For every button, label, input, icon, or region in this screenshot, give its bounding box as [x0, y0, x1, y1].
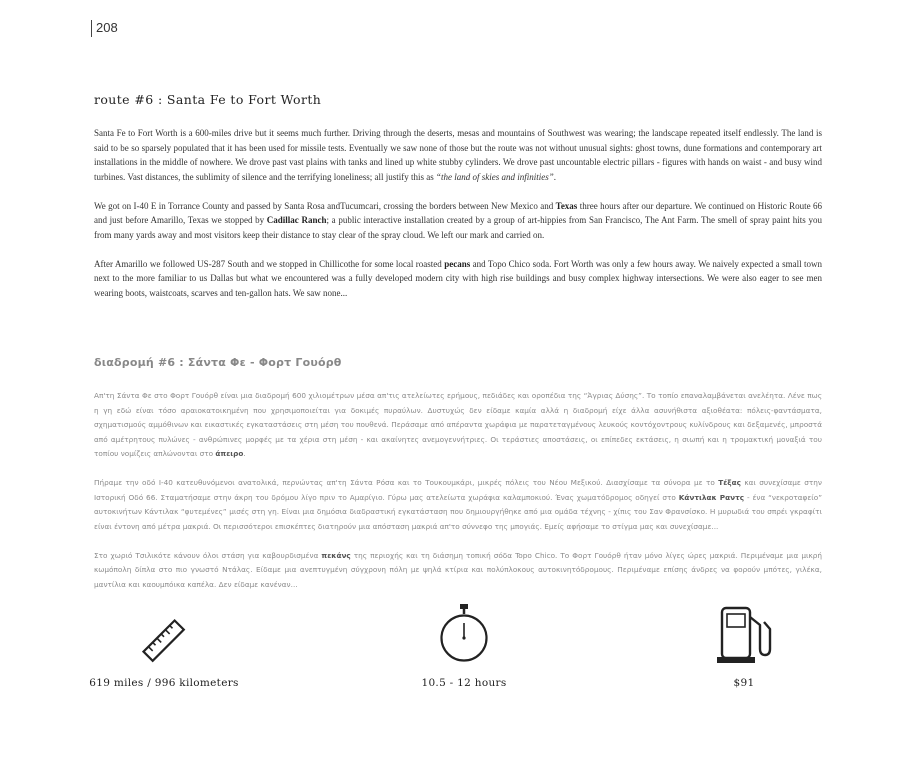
- bold-run: Texas: [555, 200, 578, 211]
- cost-label: $91: [733, 677, 755, 689]
- text-run: Στο χωριό Τσιλικότε κάνουν όλοι στάση για καβουρδισμένα: [94, 550, 322, 560]
- text-run: της περιοχής και τη διάσημη τοπική σόδα Topo Chico. Το Φορτ Γουόρθ ήταν μόνο λίγες ώρες μακριά. Περιμέναμε μια μικρή κωμόπολη δίπλα στο πιο γνωστό Ντάλας. Είδαμε μια ανεπτυγμένη σύγχρονη πόλη με ψηλά κτίρια και πολύπλοκους αυτοκινητόδρομους. Περιμέναμε επίσης άνδρες να φορούν μπότες, γιλέκα, μαντίλια και καουμπόικα καπέλα. Δεν είδαμε κανέναν...: [94, 550, 823, 589]
- greek-paragraph-2: [94, 476, 822, 534]
- quote-run: “the land of skies and infinities”: [436, 171, 554, 182]
- english-paragraph-2: [94, 199, 822, 243]
- route-title-greek: διαδρομή #6 : Σάντα Φε - Φορτ Γουόρθ: [94, 356, 342, 369]
- english-text: [94, 126, 822, 315]
- stopwatch-icon: [354, 603, 574, 665]
- english-paragraph-3: [94, 257, 822, 301]
- bold-run: πεκάνς: [321, 550, 351, 560]
- fuel-pump-icon: [634, 603, 854, 665]
- distance-label: 619 miles / 996 kilometers: [89, 677, 239, 689]
- text-run: and Topo Chico soda. Fort Worth was only a few hours away. We naively expected a small town next to the more familiar to us Dallas but what we encountered was a fully developed modern city with high rise buildings and busy complex highway intersections. We were also eager to see men wearing boots, waistcoats, scarves and ten-gallon hats. We saw none...: [94, 258, 822, 298]
- page-number: 208: [91, 20, 118, 37]
- text-run: Santa Fe to Fort Worth is a 600-miles drive but it seems much further. Driving through the deserts, mesas and mountains of Southwest was wearing; the landscape repeated itself endlessly. The land is said to be so sparsely populated that it has been used for missile tests. Eventually we saw none of those but the route was not without unusual sights: ghost towns, dune formations and contemporary art installations in the middle of nowhere. We drove past vast plains with tanks and lined up white stubby cylinders. We drove past uncountable electric pillars - figures with hands on waist - and busy wind turbines. Vast distances, the sublimity of silence and the terrifying loneliness; all justify this as: [94, 128, 822, 182]
- duration-label: 10.5 - 12 hours: [421, 677, 507, 689]
- greek-text: [94, 389, 822, 607]
- bold-run: άπειρο: [215, 449, 244, 458]
- text-run: και συνεχίσαμε στην Ιστορική Οδό 66. Σταματήσαμε στην άκρη του δρόμου λίγο πριν το Αμαρίγιο. Γύρω μας ατελείωτα χωράφια καλαμποκιού. Ένας χωματόδρομος οδηγεί στο: [94, 478, 822, 502]
- text-run: ; a public interactive installation created by a group of art-hippies from San Francisco, The Ant Farm. The smell of spray paint hits you from many yards away and most visitors keep their distance to stay clear of the spray cloud. We left our mark and carried on.: [94, 215, 822, 240]
- greek-paragraph-3: [94, 549, 822, 593]
- bold-run: Κάντιλακ Ραντς: [678, 492, 745, 502]
- bold-run: Cadillac Ranch: [266, 215, 327, 225]
- cost-stat: [634, 603, 854, 689]
- bold-run: pecans: [444, 258, 471, 269]
- text-run: - ένα “νεκροταφείο” αυτοκινήτων Κάντιλακ “φυτεμένες” μισές στη γη. Είναι μια δημόσια διαδραστική εγκατάσταση που δημιουργήθηκε από μια ομάδα τέχνης - χίπις του Σαν Φρανσίσκο. Η μυρωδιά του σπρέι γκραφίτι είναι έντονη από μέτρα μακριά. Οι περισσότεροι επισκέπτες διατηρούν μια απόσταση μακριά απ'το σύννεφο της μπογιάς. Εμείς αφήσαμε το στίγμα μας και συνεχίσαμε...: [94, 492, 823, 531]
- duration-stat: [354, 603, 574, 689]
- text-run: Πήραμε την οδό I-40 κατευθυνόμενοι ανατολικά, περνώντας απ'τη Σάντα Ρόσα και το Τουκουμκάρι, μικρές πόλεις του Νέου Μεξικού. Διασχίσαμε τα σύνορα με το: [94, 478, 719, 487]
- text-run: .: [243, 449, 246, 458]
- text-run: .: [553, 171, 557, 182]
- bold-run: Τέξας: [718, 478, 741, 487]
- distance-stat: [54, 603, 274, 689]
- english-paragraph-1: [94, 126, 822, 184]
- route-title-english: route #6 : Santa Fe to Fort Worth: [94, 92, 322, 107]
- text-run: We got on I-40 E in Torrance County and passed by Santa Rosa andTucumcari, crossing the borders between New Mexico and: [94, 200, 556, 211]
- ruler-icon: [54, 603, 274, 665]
- greek-paragraph-1: [94, 389, 822, 462]
- text-run: After Amarillo we followed US-287 South and we stopped in Chillicothe for some local roasted: [94, 258, 445, 269]
- text-run: three hours after our departure. We continued on Historic Route 66 and just before Amarillo, Texas we stopped by: [94, 200, 822, 225]
- text-run: Απ'τη Σάντα Φε στο Φορτ Γουόρθ είναι μια διαδρομή 600 χιλιομέτρων μέσα απ'τις ατελείωτες ερήμους, πεδιάδες και οροπέδια της “Άγριας Δύσης”. Το τοπίο επαναλαμβάνεται ανελέητα. Λένε πως η γη εδώ είναι τόσο αραιοκατοικημένη που χρησιμοποιείται για δοκιμές πυραύλων. Δυστυχώς δεν είδαμε καμία αλλά η διαδρομή είχε άλλα ασυνήθιστα αξιοθέατα: πόλεις-φαντάσματα, σχηματισμούς αμμόθινων και εικαστικές εγκαταστάσεις στη μέση του πουθενά. Περάσαμε από απέραντα χωράφια με παρατεταγμένους λευκούς κοντόχοντρους κυλίνδρους και δεξαμενές, μπροστά από αμέτρητους πυλώνες - ανθρώπινες μορφές με τα χέρια στη μέση - και ακαίνητες ανεμογεννήτριες. Οι τεράστιες αποστάσεις, οι επίπεδες εκτάσεις, η σιωπή και η τρομακτική μοναξιά του τοπίου νομίζεις απλώνονται στο: [94, 391, 822, 458]
